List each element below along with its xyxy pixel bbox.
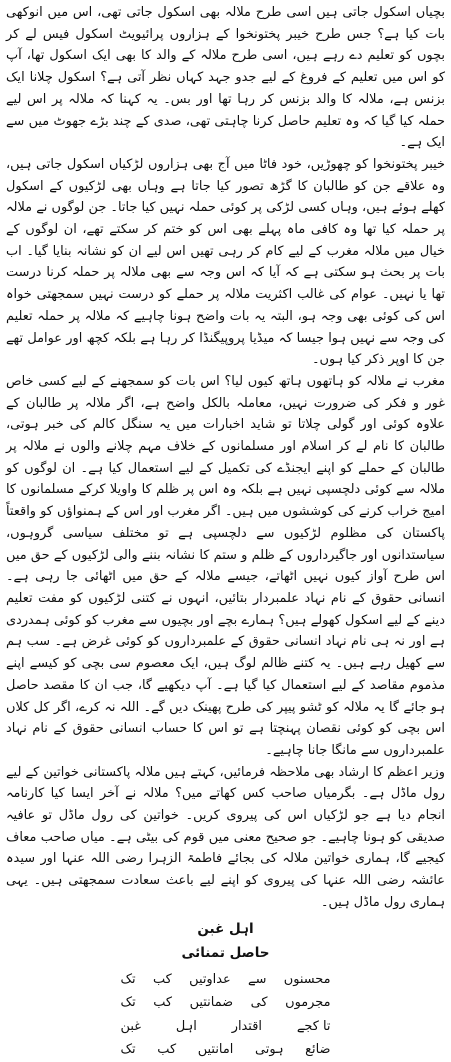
- verse-line: [121, 991, 331, 1015]
- verse-word: محسنوں: [283, 971, 331, 987]
- verse-line: [121, 1038, 331, 1062]
- verse-word: تک: [120, 971, 136, 987]
- verse-word: کب: [157, 1042, 177, 1058]
- verse-line: [121, 1015, 331, 1039]
- paragraph-4: وزیر اعظم کا ارشاد بھی ملاحظہ فرمائیں، کہتے ہیں ملالہ پاکستانی خواتین کے لیے رول ماڈل ہے۔ بگرمیاں صاحب کس کھاتے میں؟ ملالہ نے آخر ایسا کیا کارنامہ انجام دیا ہے جو لڑکیاں اس کی پیروی کریں۔ خواتین کی رول ماڈل تو عافیہ صدیقی کو ہونا چاہیے۔ جو صحیح معنی میں قوم کی بیٹی ہے۔ میاں صاحب معاف کیجیے گا، ہماری خواتین ملالہ کی بجائے فاطمۃ الزہرا رضی اللہ عنہا اور سیدہ عائشہ رضی اللہ عنہا کی پیروی کو اپنے لیے باعث سعادت سمجھتی ہیں۔ یہی ہماری رول ماڈل ہیں۔: [6, 764, 445, 910]
- verse-word: تک: [120, 1042, 136, 1058]
- verse-word: ضمانتیں: [189, 995, 234, 1011]
- verse-word: سے: [248, 971, 267, 987]
- verse-word: کب: [153, 995, 173, 1011]
- verse-word: اقتدار: [231, 1018, 262, 1034]
- byline: اہل غبن: [197, 920, 254, 937]
- verse-word: امانتیں: [197, 1042, 234, 1058]
- paragraph-2: خیبر پختونخوا کو چھوڑیں، خود فاٹا میں آج بھی ہزاروں لڑکیاں اسکول جاتی ہیں، وہ علاقے جن کو طالبان کا گڑھ تصور کیا جاتا ہے وہاں بھی لڑکیوں کے اسکول کھلے ہوئے ہیں، وہاں کسی لڑکی پر کوئی حملہ نہیں کیا جاتا۔ جن لوگوں نے ملالہ پر حملہ کیا تھا وہ کافی ماہ پہلے بھی اس کو ختم کر سکتے تھے، ان لوگوں کے خیال میں ملالہ مغرب کے لیے کام کر رہی تھیں اس لیے ان کو نشانہ بنایا گیا۔ اب بات پر بحث ہو سکتی ہے کہ آیا کہ اس وجہ سے بھی ملالہ پر حملہ کرنا درست تھا یا نہیں۔ عوام کی غالب اکثریت ملالہ پر حملے کو درست نہیں سمجھتی خواہ اس کی کوئی بھی وجہ ہو، البتہ یہ بات واضح ہونا چاہیے کہ ملالہ پر حملہ تعلیم کی وجہ سے نہیں ہوا جیسا کہ میڈیا پروپیگنڈا کر رہا ہے بلکہ کچھ اور عوامل تھے جن کا اوپر ذکر کیا ہوں۔: [6, 156, 445, 368]
- verse-word: مجرموں: [285, 995, 331, 1011]
- paragraph-3: مغرب نے ملالہ کو ہاتھوں ہاتھ کیوں لیا؟ اس بات کو سمجھنے کے لیے کسی خاص غور و فکر کی ضرورت نہیں، معاملہ بالکل واضح ہے، اگر ملالہ پر طالبان کے علاوہ کوئی اور گولی چلاتا تو شاید اخبارات میں یہ سنگل کالم کی خبر ہوتی، طالبان کا نام لے کر اسلام اور مسلمانوں کے خلاف مہم چلانے والوں نے ملالہ پر طالبان کے حملے کو اپنے ایجنڈے کی تکمیل کے لیے استعمال کیا ہے۔ ان لوگوں کو ملالہ سے کوئی دلچسپی نہیں ہے بلکہ وہ اس پر ظلم کا واویلا کرکے مسلمانوں کا امیج خراب کرنے کی کوششوں میں ہیں۔ اگر مغرب اور اس کے ہمنواؤں کو واقعتاً پاکستان کی مظلوم لڑکیوں سے دلچسپی ہے تو مختلف سیاسی گروہوں، سیاستدانوں اور جاگیرداروں کے ظلم و ستم کا نشانہ بننے والی لڑکیوں کے حق میں اس طرح آواز کیوں نہیں اٹھاتے، جیسے ملالہ کے حق میں اٹھائی جا رہی ہے۔ انسانی حقوق کے نام نہاد علمبردار بتائیں، انہوں نے کتنی لڑکیوں کو مفت تعلیم دینے کے لیے اسکول کھولے ہیں؟ ہمارے بچے اور بچیوں سے مغرب کو کوئی ہمدردی ہے اور نہ ہی نام نہاد انسانی حقوق کے علمبرداروں کو کوئی غرض ہے۔ سب ہم سے کھیل رہے ہیں۔ یہ کتنے ظالم لوگ ہیں، ایک معصوم سی بچی کو کیسے اپنے مذموم مقاصد کے لیے استعمال کیا گیا ہے۔ آپ دیکھیے گا، جب ان کا مقصد حاصل ہو جائے گا یہ ملالہ کو ٹشو پیپر کی طرح پھینک دیں گے۔ اللہ نہ کرے، اگر کل کلاں اس بچی کو کوئی نقصان پہنچتا ہے تو اس کا حساب انسانی حقوق کے نام نہاد علمبرداروں سے مانگا جانا چاہیے۔: [6, 373, 445, 758]
- poem: [121, 968, 331, 1062]
- paragraph-1: بچیاں اسکول جاتی ہیں اسی طرح ملالہ بھی اسکول جاتی تھی، اس میں انوکھی بات کیا ہے؟ جس طرح خیبر پختونخوا کے ہزاروں پرائیویٹ اسکول فیس لے کر بچوں کو تعلیم دے رہے ہیں، اسی طرح ملالہ کے والد کا بھی ایک اسکول تھا، آپ کو اس میں تعلیم کے فروغ کے لیے جدو جہد کہاں نظر آتی ہے؟ اسکول چلانا ایک بزنس ہے، ملالہ کا والد بزنس کر رہا تھا اور بس۔ یہ کہنا کہ ملالہ پر اس لیے حملہ کیا گیا کہ وہ تعلیم حاصل کرنا چاہتی تھی، صدی کے چند بڑے جھوٹ میں سے ایک ہے۔: [6, 5, 445, 151]
- verse-word: تا کجے: [296, 1018, 331, 1034]
- verse-word: تک: [120, 995, 136, 1011]
- verse-word: عداوتیں: [189, 971, 231, 987]
- verse-word: غبن: [120, 1018, 141, 1034]
- verse-word: ہوتی: [254, 1042, 284, 1058]
- verse-word: کی: [250, 995, 268, 1011]
- verse-line: [121, 968, 331, 992]
- verse-word: اہل: [175, 1018, 197, 1034]
- verse-word: کب: [153, 971, 172, 987]
- verse-word: ضائع: [305, 1042, 331, 1058]
- poem-title: حاصل تمنائی: [181, 944, 270, 961]
